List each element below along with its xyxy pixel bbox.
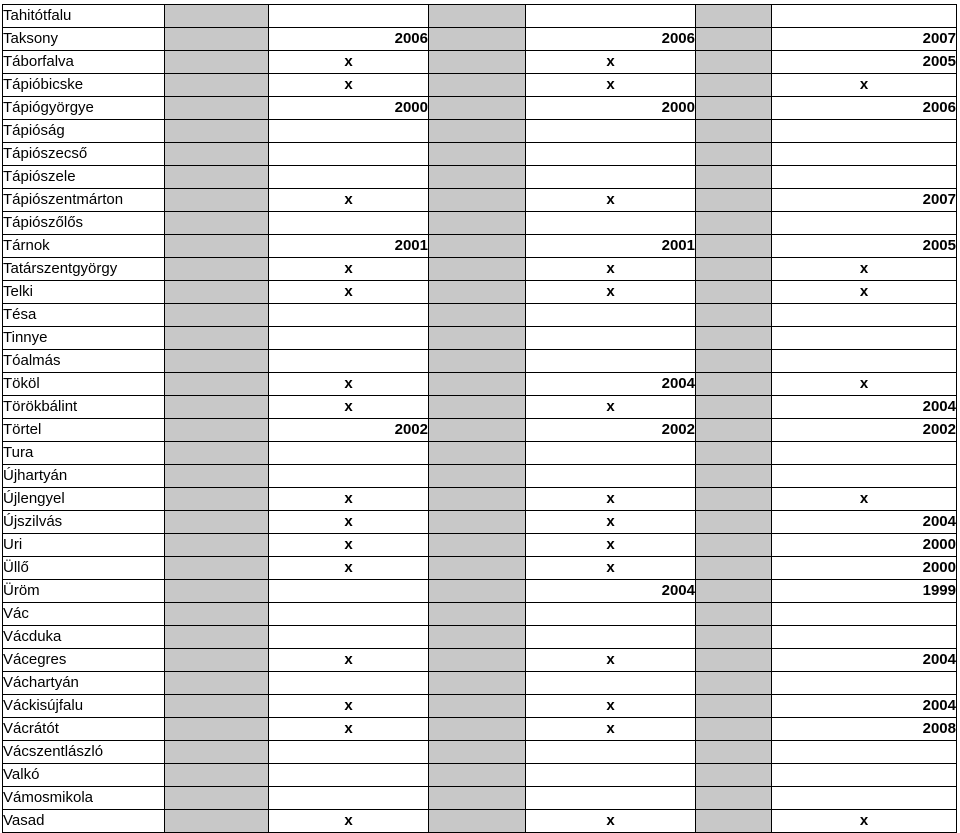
value-cell-c3[interactable]: x [526, 557, 696, 580]
empty-grey-cell[interactable] [696, 810, 772, 833]
value-cell-c1[interactable] [269, 212, 429, 235]
empty-grey-cell[interactable] [165, 97, 269, 120]
empty-grey-cell[interactable] [696, 442, 772, 465]
settlement-name-cell[interactable]: Üröm [3, 580, 165, 603]
empty-grey-cell[interactable] [429, 695, 526, 718]
value-cell-c5[interactable]: x [772, 74, 957, 97]
spreadsheet-table [2, 4, 957, 833]
value-cell-c5[interactable]: x [772, 281, 957, 304]
value-cell-c3[interactable]: 2004 [526, 373, 696, 396]
empty-grey-cell[interactable] [429, 787, 526, 810]
table-row [3, 373, 957, 396]
empty-grey-cell[interactable] [696, 281, 772, 304]
value-cell-c5[interactable] [772, 166, 957, 189]
settlement-name-cell[interactable]: Törökbálint [3, 396, 165, 419]
settlement-name-cell[interactable]: Tatárszentgyörgy [3, 258, 165, 281]
value-cell-c5[interactable] [772, 626, 957, 649]
empty-grey-cell[interactable] [696, 488, 772, 511]
table-row [3, 787, 957, 810]
settlement-name-cell[interactable]: Tahitótfalu [3, 5, 165, 28]
table-row [3, 350, 957, 373]
empty-grey-cell[interactable] [165, 28, 269, 51]
empty-grey-cell[interactable] [429, 419, 526, 442]
settlement-name-cell[interactable]: Váckisújfalu [3, 695, 165, 718]
value-cell-c3[interactable]: x [526, 534, 696, 557]
table-row [3, 143, 957, 166]
value-cell-c3[interactable]: x [526, 810, 696, 833]
empty-grey-cell[interactable] [165, 235, 269, 258]
settlement-name-cell[interactable]: Valkó [3, 764, 165, 787]
empty-grey-cell[interactable] [165, 488, 269, 511]
empty-grey-cell[interactable] [429, 304, 526, 327]
empty-grey-cell[interactable] [165, 534, 269, 557]
value-cell-c3[interactable]: 2004 [526, 580, 696, 603]
value-cell-c3[interactable] [526, 603, 696, 626]
empty-grey-cell[interactable] [696, 465, 772, 488]
value-cell-c1[interactable]: x [269, 281, 429, 304]
empty-grey-cell[interactable] [696, 166, 772, 189]
table-row [3, 488, 957, 511]
value-cell-c1[interactable]: x [269, 488, 429, 511]
table-row [3, 557, 957, 580]
empty-grey-cell[interactable] [165, 741, 269, 764]
value-cell-c5[interactable] [772, 787, 957, 810]
empty-grey-cell[interactable] [429, 51, 526, 74]
value-cell-c3[interactable] [526, 465, 696, 488]
empty-grey-cell[interactable] [696, 787, 772, 810]
value-cell-c1[interactable]: x [269, 557, 429, 580]
value-cell-c3[interactable] [526, 787, 696, 810]
empty-grey-cell[interactable] [429, 442, 526, 465]
value-cell-c1[interactable]: 2006 [269, 28, 429, 51]
table-row [3, 511, 957, 534]
empty-grey-cell[interactable] [696, 764, 772, 787]
value-cell-c1[interactable]: x [269, 189, 429, 212]
empty-grey-cell[interactable] [696, 258, 772, 281]
settlement-name-cell[interactable]: Vasad [3, 810, 165, 833]
empty-grey-cell[interactable] [696, 511, 772, 534]
value-cell-c1[interactable] [269, 626, 429, 649]
table-row [3, 580, 957, 603]
value-cell-c5[interactable] [772, 603, 957, 626]
value-cell-c5[interactable]: 2008 [772, 718, 957, 741]
value-cell-c1[interactable]: x [269, 51, 429, 74]
empty-grey-cell[interactable] [429, 166, 526, 189]
empty-grey-cell[interactable] [165, 718, 269, 741]
empty-grey-cell[interactable] [696, 304, 772, 327]
value-cell-c3[interactable]: x [526, 718, 696, 741]
value-cell-c5[interactable]: 2005 [772, 235, 957, 258]
empty-grey-cell[interactable] [696, 350, 772, 373]
value-cell-c5[interactable]: 1999 [772, 580, 957, 603]
table-row [3, 465, 957, 488]
settlement-name-cell[interactable]: Taksony [3, 28, 165, 51]
empty-grey-cell[interactable] [165, 350, 269, 373]
settlement-name-cell[interactable]: Tápióbicske [3, 74, 165, 97]
value-cell-c1[interactable]: x [269, 649, 429, 672]
empty-grey-cell[interactable] [429, 373, 526, 396]
table-row [3, 603, 957, 626]
value-cell-c1[interactable] [269, 120, 429, 143]
value-cell-c1[interactable] [269, 304, 429, 327]
value-cell-c3[interactable] [526, 442, 696, 465]
settlement-name-cell[interactable]: Tinnye [3, 327, 165, 350]
value-cell-c5[interactable] [772, 465, 957, 488]
empty-grey-cell[interactable] [429, 511, 526, 534]
settlement-name-cell[interactable]: Vácrátót [3, 718, 165, 741]
value-cell-c1[interactable] [269, 672, 429, 695]
empty-grey-cell[interactable] [429, 327, 526, 350]
table-row [3, 396, 957, 419]
empty-grey-cell[interactable] [429, 28, 526, 51]
value-cell-c5[interactable]: 2004 [772, 396, 957, 419]
empty-grey-cell[interactable] [429, 143, 526, 166]
empty-grey-cell[interactable] [429, 741, 526, 764]
value-cell-c3[interactable] [526, 5, 696, 28]
value-cell-c5[interactable] [772, 212, 957, 235]
value-cell-c3[interactable] [526, 304, 696, 327]
value-cell-c1[interactable]: x [269, 718, 429, 741]
table-body [3, 5, 957, 833]
empty-grey-cell[interactable] [165, 258, 269, 281]
empty-grey-cell[interactable] [429, 258, 526, 281]
value-cell-c3[interactable]: x [526, 189, 696, 212]
settlement-name-cell[interactable]: Tápiószentmárton [3, 189, 165, 212]
value-cell-c5[interactable]: 2007 [772, 189, 957, 212]
value-cell-c3[interactable]: x [526, 511, 696, 534]
empty-grey-cell[interactable] [165, 580, 269, 603]
value-cell-c5[interactable] [772, 764, 957, 787]
empty-grey-cell[interactable] [165, 442, 269, 465]
value-cell-c3[interactable] [526, 143, 696, 166]
value-cell-c1[interactable] [269, 741, 429, 764]
value-cell-c5[interactable] [772, 350, 957, 373]
value-cell-c3[interactable]: x [526, 74, 696, 97]
empty-grey-cell[interactable] [429, 97, 526, 120]
empty-grey-cell[interactable] [165, 5, 269, 28]
empty-grey-cell[interactable] [696, 649, 772, 672]
empty-grey-cell[interactable] [165, 810, 269, 833]
value-cell-c3[interactable] [526, 212, 696, 235]
empty-grey-cell[interactable] [696, 327, 772, 350]
empty-grey-cell[interactable] [429, 465, 526, 488]
value-cell-c5[interactable] [772, 442, 957, 465]
value-cell-c1[interactable] [269, 327, 429, 350]
empty-grey-cell[interactable] [165, 51, 269, 74]
empty-grey-cell[interactable] [696, 741, 772, 764]
settlement-name-cell[interactable]: Tárnok [3, 235, 165, 258]
empty-grey-cell[interactable] [696, 718, 772, 741]
settlement-name-cell[interactable]: Törtel [3, 419, 165, 442]
empty-grey-cell[interactable] [696, 534, 772, 557]
value-cell-c1[interactable]: x [269, 511, 429, 534]
empty-grey-cell[interactable] [165, 396, 269, 419]
value-cell-c3[interactable] [526, 764, 696, 787]
table-row [3, 626, 957, 649]
empty-grey-cell[interactable] [429, 235, 526, 258]
value-cell-c1[interactable]: 2002 [269, 419, 429, 442]
empty-grey-cell[interactable] [165, 649, 269, 672]
value-cell-c5[interactable]: 2000 [772, 557, 957, 580]
settlement-name-cell[interactable]: Tápiógyörgye [3, 97, 165, 120]
value-cell-c5[interactable]: x [772, 488, 957, 511]
value-cell-c3[interactable]: x [526, 258, 696, 281]
empty-grey-cell[interactable] [165, 511, 269, 534]
settlement-name-cell[interactable]: Vámosmikola [3, 787, 165, 810]
table-row [3, 166, 957, 189]
empty-grey-cell[interactable] [429, 5, 526, 28]
value-cell-c5[interactable] [772, 741, 957, 764]
settlement-name-cell[interactable]: Vácduka [3, 626, 165, 649]
empty-grey-cell[interactable] [165, 603, 269, 626]
empty-grey-cell[interactable] [429, 557, 526, 580]
empty-grey-cell[interactable] [696, 419, 772, 442]
value-cell-c5[interactable]: 2006 [772, 97, 957, 120]
settlement-name-cell[interactable]: Tápiószele [3, 166, 165, 189]
settlement-name-cell[interactable]: Táborfalva [3, 51, 165, 74]
value-cell-c1[interactable]: 2000 [269, 97, 429, 120]
value-cell-c1[interactable]: x [269, 373, 429, 396]
value-cell-c3[interactable]: 2001 [526, 235, 696, 258]
empty-grey-cell[interactable] [429, 350, 526, 373]
empty-grey-cell[interactable] [429, 120, 526, 143]
empty-grey-cell[interactable] [165, 212, 269, 235]
value-cell-c5[interactable]: 2002 [772, 419, 957, 442]
empty-grey-cell[interactable] [429, 649, 526, 672]
table-row [3, 718, 957, 741]
empty-grey-cell[interactable] [696, 143, 772, 166]
value-cell-c5[interactable]: x [772, 258, 957, 281]
value-cell-c5[interactable] [772, 327, 957, 350]
empty-grey-cell[interactable] [429, 718, 526, 741]
table-row [3, 741, 957, 764]
empty-grey-cell[interactable] [165, 74, 269, 97]
settlement-name-cell[interactable]: Újszilvás [3, 511, 165, 534]
empty-grey-cell[interactable] [165, 120, 269, 143]
empty-grey-cell[interactable] [429, 580, 526, 603]
empty-grey-cell[interactable] [696, 695, 772, 718]
value-cell-c1[interactable]: 2001 [269, 235, 429, 258]
empty-grey-cell[interactable] [165, 695, 269, 718]
value-cell-c1[interactable]: x [269, 258, 429, 281]
value-cell-c1[interactable] [269, 5, 429, 28]
value-cell-c3[interactable]: 2000 [526, 97, 696, 120]
value-cell-c3[interactable]: x [526, 51, 696, 74]
table-row [3, 120, 957, 143]
empty-grey-cell[interactable] [696, 97, 772, 120]
empty-grey-cell[interactable] [696, 373, 772, 396]
table-row [3, 419, 957, 442]
empty-grey-cell[interactable] [429, 488, 526, 511]
empty-grey-cell[interactable] [165, 143, 269, 166]
empty-grey-cell[interactable] [429, 764, 526, 787]
value-cell-c3[interactable]: x [526, 281, 696, 304]
empty-grey-cell[interactable] [696, 74, 772, 97]
value-cell-c3[interactable]: 2006 [526, 28, 696, 51]
empty-grey-cell[interactable] [165, 465, 269, 488]
empty-grey-cell[interactable] [429, 212, 526, 235]
empty-grey-cell[interactable] [696, 396, 772, 419]
empty-grey-cell[interactable] [429, 74, 526, 97]
empty-grey-cell[interactable] [165, 166, 269, 189]
value-cell-c3[interactable]: x [526, 649, 696, 672]
value-cell-c3[interactable]: 2002 [526, 419, 696, 442]
value-cell-c5[interactable]: 2004 [772, 649, 957, 672]
value-cell-c5[interactable]: 2004 [772, 511, 957, 534]
empty-grey-cell[interactable] [696, 189, 772, 212]
value-cell-c1[interactable] [269, 143, 429, 166]
empty-grey-cell[interactable] [165, 327, 269, 350]
value-cell-c5[interactable]: x [772, 810, 957, 833]
empty-grey-cell[interactable] [429, 189, 526, 212]
value-cell-c5[interactable]: x [772, 373, 957, 396]
empty-grey-cell[interactable] [165, 764, 269, 787]
empty-grey-cell[interactable] [696, 28, 772, 51]
settlement-name-cell[interactable]: Vácszentlászló [3, 741, 165, 764]
table-row [3, 304, 957, 327]
value-cell-c5[interactable] [772, 143, 957, 166]
settlement-name-cell[interactable]: Újhartyán [3, 465, 165, 488]
value-cell-c3[interactable]: x [526, 488, 696, 511]
settlement-name-cell[interactable]: Tápiószőlős [3, 212, 165, 235]
empty-grey-cell[interactable] [696, 557, 772, 580]
settlement-name-cell[interactable]: Váchartyán [3, 672, 165, 695]
table-row [3, 672, 957, 695]
empty-grey-cell[interactable] [696, 603, 772, 626]
value-cell-c1[interactable]: x [269, 534, 429, 557]
table-row [3, 5, 957, 28]
empty-grey-cell[interactable] [429, 603, 526, 626]
value-cell-c3[interactable] [526, 327, 696, 350]
value-cell-c3[interactable] [526, 741, 696, 764]
empty-grey-cell[interactable] [165, 419, 269, 442]
table-row [3, 97, 957, 120]
empty-grey-cell[interactable] [696, 580, 772, 603]
table-row [3, 74, 957, 97]
empty-grey-cell[interactable] [429, 672, 526, 695]
empty-grey-cell[interactable] [696, 235, 772, 258]
value-cell-c5[interactable]: 2005 [772, 51, 957, 74]
empty-grey-cell[interactable] [696, 120, 772, 143]
empty-grey-cell[interactable] [696, 5, 772, 28]
value-cell-c1[interactable]: x [269, 695, 429, 718]
empty-grey-cell[interactable] [429, 534, 526, 557]
table-row [3, 327, 957, 350]
value-cell-c5[interactable]: 2000 [772, 534, 957, 557]
empty-grey-cell[interactable] [696, 626, 772, 649]
value-cell-c5[interactable]: 2007 [772, 28, 957, 51]
value-cell-c3[interactable] [526, 120, 696, 143]
value-cell-c5[interactable] [772, 120, 957, 143]
settlement-name-cell[interactable]: Üllő [3, 557, 165, 580]
value-cell-c1[interactable] [269, 580, 429, 603]
value-cell-c3[interactable]: x [526, 695, 696, 718]
value-cell-c1[interactable] [269, 442, 429, 465]
table-row [3, 695, 957, 718]
table-row [3, 28, 957, 51]
value-cell-c3[interactable] [526, 672, 696, 695]
table-row [3, 189, 957, 212]
value-cell-c3[interactable]: x [526, 396, 696, 419]
table-row [3, 212, 957, 235]
table-row [3, 258, 957, 281]
table-row [3, 235, 957, 258]
settlement-name-cell[interactable]: Tököl [3, 373, 165, 396]
value-cell-c1[interactable] [269, 350, 429, 373]
empty-grey-cell[interactable] [696, 212, 772, 235]
value-cell-c5[interactable]: 2004 [772, 695, 957, 718]
settlement-name-cell[interactable]: Vácegres [3, 649, 165, 672]
value-cell-c3[interactable] [526, 166, 696, 189]
value-cell-c1[interactable] [269, 787, 429, 810]
value-cell-c1[interactable] [269, 764, 429, 787]
empty-grey-cell[interactable] [165, 626, 269, 649]
empty-grey-cell[interactable] [165, 304, 269, 327]
empty-grey-cell[interactable] [165, 281, 269, 304]
empty-grey-cell[interactable] [429, 626, 526, 649]
settlement-name-cell[interactable]: Vác [3, 603, 165, 626]
empty-grey-cell[interactable] [696, 51, 772, 74]
table-row [3, 534, 957, 557]
value-cell-c1[interactable]: x [269, 810, 429, 833]
value-cell-c3[interactable] [526, 350, 696, 373]
value-cell-c5[interactable] [772, 672, 957, 695]
value-cell-c3[interactable] [526, 626, 696, 649]
table-row [3, 764, 957, 787]
empty-grey-cell[interactable] [165, 787, 269, 810]
empty-grey-cell[interactable] [429, 281, 526, 304]
table-row [3, 281, 957, 304]
settlement-name-cell[interactable]: Uri [3, 534, 165, 557]
table-row [3, 51, 957, 74]
table-row [3, 442, 957, 465]
table-row [3, 810, 957, 833]
value-cell-c1[interactable]: x [269, 396, 429, 419]
value-cell-c5[interactable] [772, 304, 957, 327]
empty-grey-cell[interactable] [165, 672, 269, 695]
settlement-name-cell[interactable]: Tóalmás [3, 350, 165, 373]
empty-grey-cell[interactable] [429, 810, 526, 833]
settlement-name-cell[interactable]: Tápióság [3, 120, 165, 143]
empty-grey-cell[interactable] [165, 557, 269, 580]
value-cell-c1[interactable] [269, 603, 429, 626]
settlement-name-cell[interactable]: Tura [3, 442, 165, 465]
empty-grey-cell[interactable] [429, 396, 526, 419]
value-cell-c1[interactable] [269, 166, 429, 189]
settlement-name-cell[interactable]: Tápiószecső [3, 143, 165, 166]
empty-grey-cell[interactable] [696, 672, 772, 695]
table-row [3, 649, 957, 672]
empty-grey-cell[interactable] [165, 189, 269, 212]
settlement-name-cell[interactable]: Tésa [3, 304, 165, 327]
value-cell-c1[interactable] [269, 465, 429, 488]
empty-grey-cell[interactable] [165, 373, 269, 396]
settlement-name-cell[interactable]: Telki [3, 281, 165, 304]
value-cell-c5[interactable] [772, 5, 957, 28]
settlement-name-cell[interactable]: Újlengyel [3, 488, 165, 511]
value-cell-c1[interactable]: x [269, 74, 429, 97]
